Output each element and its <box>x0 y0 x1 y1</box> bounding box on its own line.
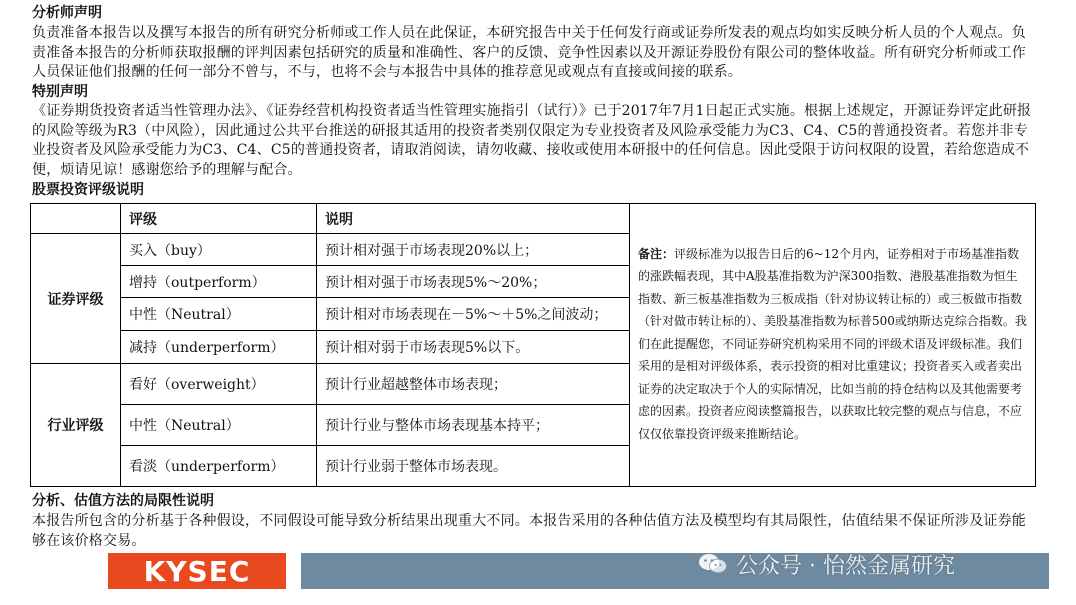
description-cell: 预计相对强于市场表现5%～20%； <box>317 266 630 298</box>
wechat-icon <box>698 552 728 576</box>
rating-table <box>30 203 1036 487</box>
empty-corner-cell <box>31 204 121 234</box>
analyst-statement-title: 分析师声明 <box>32 5 102 21</box>
description-cell: 预计行业超越整体市场表现； <box>317 364 630 405</box>
analyst-statement-body: 负责准备本报告以及撰写本报告的所有研究分析师或工作人员在此保证，本研究报告中关于任何发行商或证券所发表的观点均如实反映分析人员的个人观点。负责准备本报告的分析师获取报酬的评判因素包括研究的质量和准确性、客户的反馈、竞争性因素以及开源证券股份有限公司的整体收益。所有研究分析师或工作人员保证他们报酬的任何一部分不曾与，不与，也将不会与本报告中具体的推荐意见或观点有直接或间接的联系。 <box>32 25 1026 80</box>
rating-table-header-row <box>31 204 1036 234</box>
rating-cell: 看好（overweight） <box>121 364 317 405</box>
rating-cell: 增持（outperform） <box>121 266 317 298</box>
wechat-watermark <box>698 549 955 579</box>
industry-rating-category: 行业评级 <box>31 364 121 487</box>
note-body: 评级标准为以报告日后的6~12个月内，证券相对于市场基准指数的涨跌幅表现，其中A股基准指数为沪深300指数、港股基准指数为恒生指数、新三板基准指数为三板成指（针对协议转让标的）或三板做市指数（针对做市转让标的）、美股基准指数为标普500或纳斯达克综合指数。我们在此提醒您，不同证券研究机构采用不同的评级术语及评级标准。我们采用的是相对评级体系，表示投资的相对比重建议；投资者买入或者卖出证券的决定取决于个人的实际情况，比如当前的持仓结构以及其他需要考虑的因素。投资者应阅读整篇报告，以获取比较完整的观点与信息，不应仅仅依靠投资评级来推断结论。 <box>638 246 1027 441</box>
limitations-body: 本报告所包含的分析基于各种假设，不同假设可能导致分析结果出现重大不同。本报告采用的各种估值方法及模型均有其局限性，估值结果不保证所涉及证券能够在该价格交易。 <box>32 513 1026 549</box>
rating-cell: 减持（underperform） <box>121 331 317 364</box>
description-cell: 预计相对弱于市场表现5%以下。 <box>317 331 630 364</box>
rating-cell: 看淡（underperform） <box>121 446 317 487</box>
description-cell: 预计行业与整体市场表现基本持平； <box>317 405 630 446</box>
header-rating: 评级 <box>121 204 317 234</box>
special-statement-title: 特别声明 <box>32 84 88 100</box>
note-label: 备注： <box>638 246 675 261</box>
rating-cell: 买入（buy） <box>121 234 317 266</box>
header-description: 说明 <box>317 204 630 234</box>
watermark-text: 公众号 · 怡然金属研究 <box>736 553 955 579</box>
rating-cell: 中性（Neutral） <box>121 298 317 331</box>
stock-rating-category: 证券评级 <box>31 234 121 364</box>
description-cell: 预计相对强于市场表现20%以上； <box>317 234 630 266</box>
description-cell: 预计相对市场表现在－5%～＋5%之间波动； <box>317 298 630 331</box>
description-cell: 预计行业弱于整体市场表现。 <box>317 446 630 487</box>
special-statement-body: 《证券期货投资者适当性管理办法》、《证券经营机构投资者适当性管理实施指引（试行）》已于2017年7月1日起正式实施。根据上述规定，开源证券评定此研报的风险等级为R3（中风险），因此通过公共平台推送的研报其适用的投资者类别仅限定为专业投资者及风险承受能力为C3、C4、C5的普通投资者。若您并非专业投资者及风险承受能力为C3、C4、C5的普通投资者，请取消阅读，请勿收藏、接收或使用本研报中的任何信息。因此受限于访问权限的设置，若给您造成不便，烦请见谅！感谢您给予的理解与配合。 <box>32 103 1032 178</box>
limitations-title: 分析、估值方法的局限性说明 <box>32 493 214 509</box>
kysec-logo: KYSEC <box>108 553 286 589</box>
rating-note <box>630 204 1036 487</box>
rating-cell: 中性（Neutral） <box>121 405 317 446</box>
rating-section-title: 股票投资评级说明 <box>32 182 144 198</box>
